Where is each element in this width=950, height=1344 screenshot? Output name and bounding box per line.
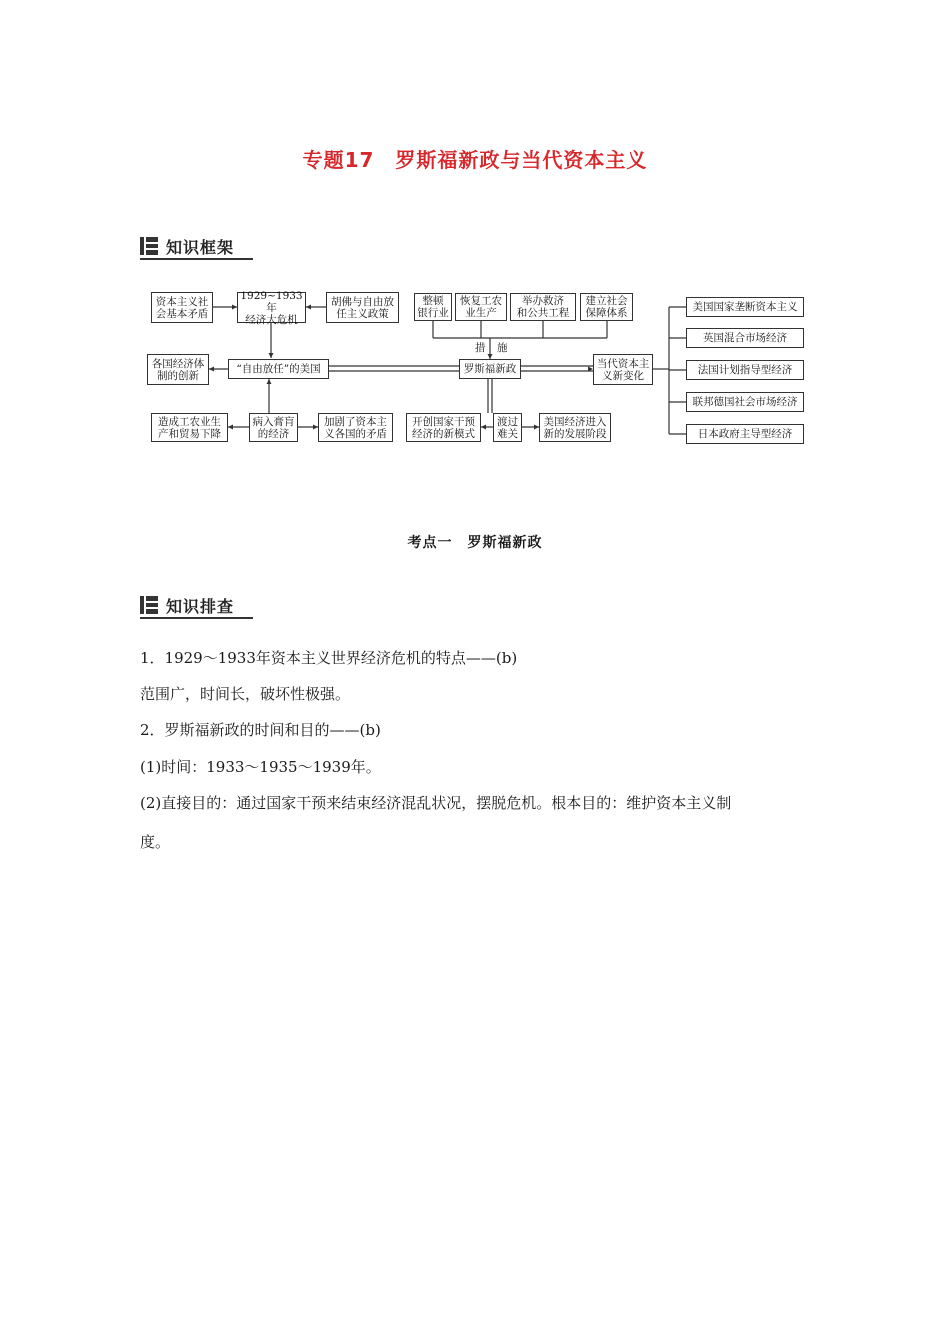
box-sick-economy: 病入膏肓 的经济 — [249, 413, 298, 442]
box-new-model: 开创国家干预 经济的新模式 — [406, 413, 481, 442]
box-new-deal: 罗斯福新政 — [459, 359, 521, 379]
box-crisis: 1929~1933 年 经济大危机 — [237, 292, 306, 323]
section-title: 知识排查 — [166, 597, 235, 616]
section-icon — [140, 237, 158, 255]
paragraph-6: 度。 — [140, 833, 171, 851]
paragraph-5: (2)直接目的：通过国家干预来结束经济混乱状况，摆脱危机。根本目的：维护资本主义制 — [140, 794, 732, 812]
box-laissez-faire: “自由放任”的美国 — [228, 359, 329, 379]
section-header-review — [140, 593, 253, 619]
box-new-stage: 美国经济进入 新的发展阶段 — [539, 413, 611, 442]
box-uk-model: 英国混合市场经济 — [686, 328, 804, 348]
box-relief-public-works: 举办救济 和公共工程 — [510, 293, 576, 321]
paragraph-3: 2．罗斯福新政的时间和目的——(b) — [140, 721, 381, 739]
subheading: 考点一 罗斯福新政 — [407, 535, 543, 551]
section-header-framework — [140, 234, 253, 260]
measures-label-2: 施 — [497, 342, 508, 354]
section-underline — [140, 617, 253, 619]
section-underline — [140, 258, 253, 260]
section-title: 知识框架 — [166, 238, 235, 257]
box-de-model: 联邦德国社会市场经济 — [686, 392, 804, 412]
paragraph-1: 1．1929～1933年资本主义世界经济危机的特点——(b) — [140, 649, 518, 667]
page-title: 专题17 罗斯福新政与当代资本主义 — [302, 148, 648, 172]
box-contradiction: 资本主义社 会基本矛盾 — [151, 292, 213, 323]
section-icon — [140, 596, 158, 614]
box-decline: 造成工农业生 产和贸易下降 — [151, 413, 228, 442]
box-us-model: 美国国家垄断资本主义 — [686, 297, 804, 317]
box-banking: 整顿 银行业 — [414, 293, 452, 321]
box-innovation: 各国经济体 制的创新 — [147, 354, 209, 385]
box-social-security: 建立社会 保障体系 — [580, 293, 633, 321]
box-fr-model: 法国计划指导型经济 — [686, 360, 804, 380]
box-aggravate: 加剧了资本主 义各国的矛盾 — [318, 413, 393, 442]
paragraph-2: 范围广，时间长，破坏性极强。 — [140, 685, 351, 703]
box-overcome: 渡过 难关 — [493, 413, 522, 442]
measures-label-1: 措 — [475, 342, 486, 354]
box-restore-production: 恢复工农 业生产 — [455, 293, 507, 321]
box-hoover: 胡佛与自由放 任主义政策 — [326, 292, 399, 323]
box-contemporary-change: 当代资本主 义新变化 — [593, 354, 653, 385]
paragraph-4: (1)时间：1933～1935～1939年。 — [140, 758, 381, 776]
box-jp-model: 日本政府主导型经济 — [686, 424, 804, 444]
